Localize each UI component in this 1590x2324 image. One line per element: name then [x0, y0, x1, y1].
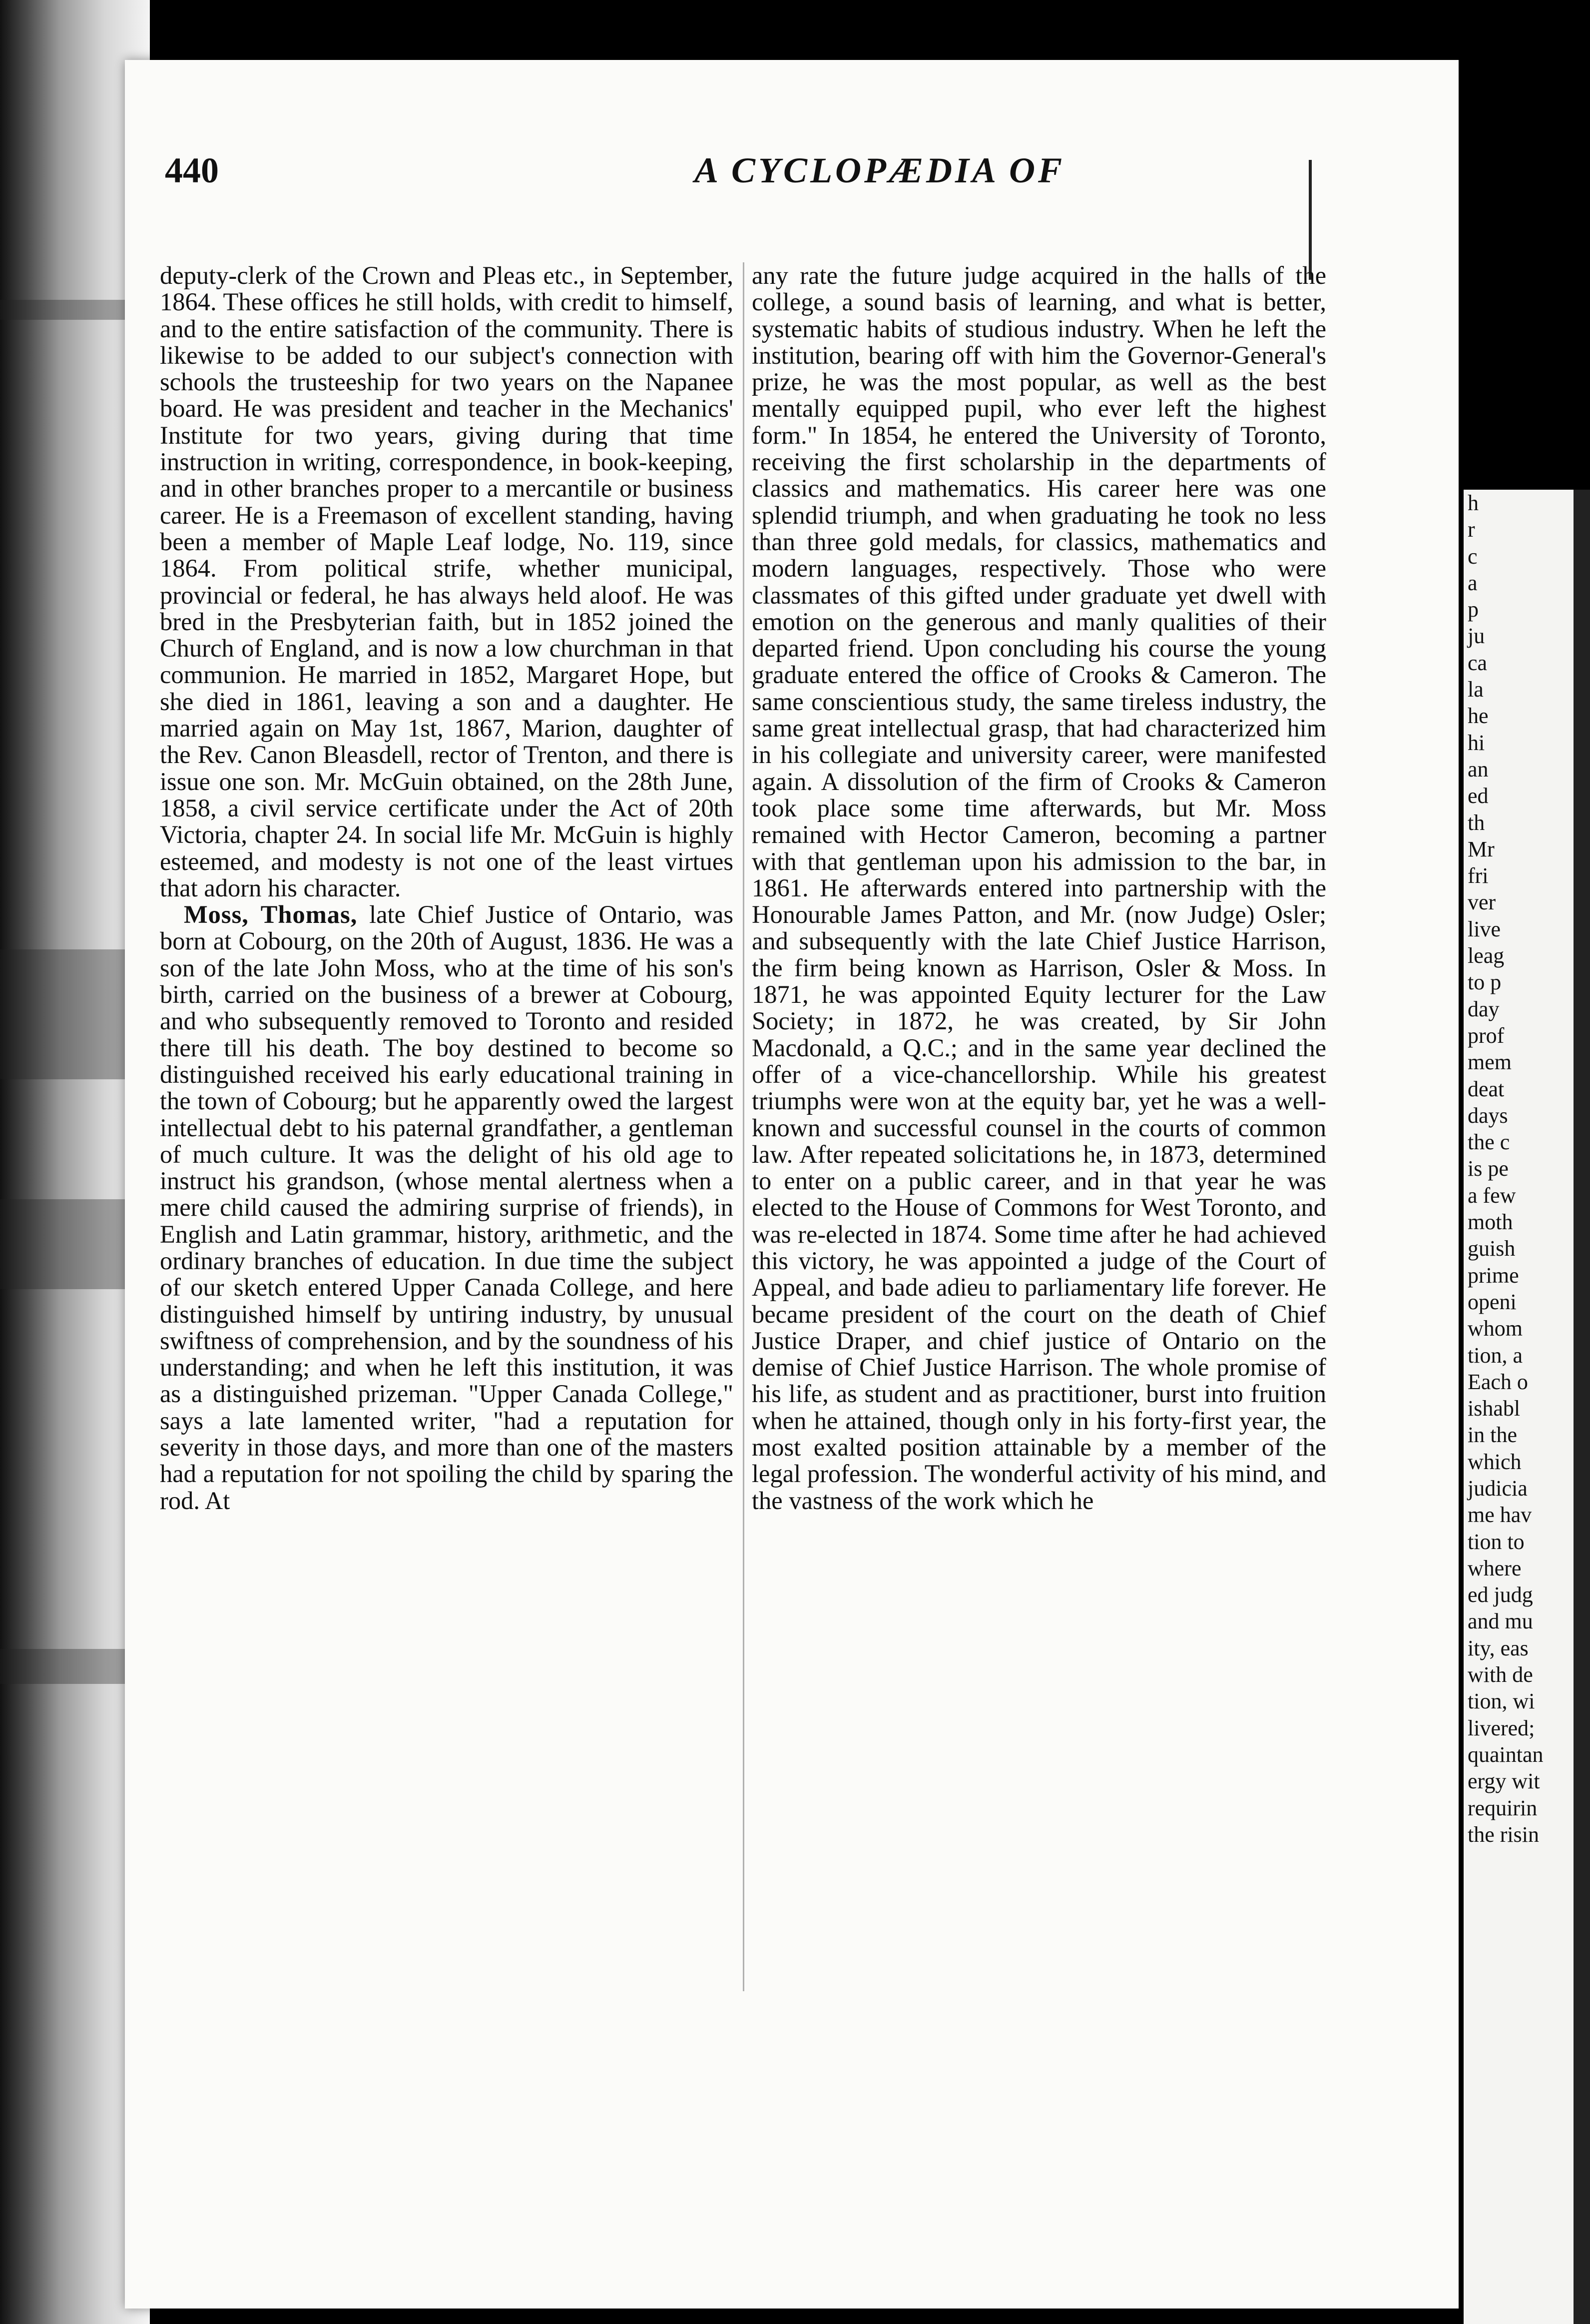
- adjacent-page-line-fragment: h: [1468, 491, 1479, 515]
- entry-heading: Moss, Thomas,: [184, 900, 358, 929]
- adjacent-page-line-fragment: Each o: [1468, 1369, 1528, 1394]
- adjacent-page-line-fragment: la: [1468, 677, 1484, 702]
- adjacent-page-line-fragment: the risin: [1468, 1822, 1539, 1847]
- page-edge: [1459, 60, 1464, 2309]
- running-title: A CYCLOPÆDIA OF: [694, 150, 1065, 190]
- adjacent-page-line-fragment: and mu: [1468, 1609, 1533, 1634]
- adjacent-page-line-fragment: tion, a: [1468, 1343, 1523, 1368]
- adjacent-page-line-fragment: an: [1468, 757, 1489, 781]
- adjacent-page-line-fragment: ver: [1468, 890, 1496, 915]
- adjacent-page-line-fragment: ergy wit: [1468, 1769, 1540, 1794]
- entry-text: late Chief Justice of Ontario, was born at Cobourg, on the 20th of August, 1836. He was a son of the late John Moss, who at the time of his son's birth, carried on the business of a brewer at Cobourg, and who subsequently removed to Toronto and resided there till his death. The boy destined to become so distinguished received his early educational training in the town of Cobourg; but he apparently owed the largest intellectual debt to his paternal grandfather, a gentleman of much culture. It was the delight of his old age to instruct his grandson, (whose mental alertness when a mere child caused the admiring surprise of friends), in English and Latin grammar, history, arithmetic, and the ordinary branches of education. In due time the subject of our sketch entered Upper Canada College, and here distinguished himself by untiring industry, by unusual swiftness of comprehension, and by the soundness of his understanding; and when he left this institution, it was as a distinguished prizeman. "Upper Canada College," says a late lamented writer, "had a reputation for severity in those days, and more than one of the masters had a reputation for not spoiling the child by sparing the rod. At: [160, 900, 733, 1515]
- paragraph-mcguin-end: deputy-clerk of the Crown and Pleas etc., in September, 1864. These offices he still holds, with credit to himself, and to the entire satisfaction of the community. There is likewise to be added to our subject's connection with schools the trusteeship for two years on the Napanee board. He was president and teacher in the Mechanics' Institute for two years, giving during that time instruction in writing, correspondence, in book-keeping, and in other branches proper to a mercantile or business career. He is a Freemason of excellent standing, having been a member of Maple Leaf lodge, No. 119, since 1864. From political strife, whether municipal, provincial or federal, he has always held aloof. He was bred in the Presbyterian faith, but in 1852 joined the Church of England, and is now a low churchman in that communion. He married in 1852, Margaret Hope, but she died in 1861, leaving a son and a daughter. He married again on May 1st, 1867, Marion, daughter of the Rev. Canon Bleasdell, rector of Trenton, and there is issue one son. Mr. McGuin obtained, on the 28th June, 1858, a civil service certificate under the Act of 20th Victoria, chapter 24. In social life Mr. McGuin is highly esteemed, and modesty is not one of the least virtues that adorn his character.: [160, 262, 733, 902]
- adjacent-page-line-fragment: deat: [1468, 1076, 1505, 1101]
- paragraph-moss-entry: [160, 901, 733, 1514]
- adjacent-page-line-fragment: tion to: [1468, 1529, 1525, 1554]
- adjacent-page-line-fragment: with de: [1468, 1662, 1533, 1687]
- adjacent-page-line-fragment: Mr: [1468, 836, 1495, 861]
- adjacent-page-line-fragment: quaintan: [1468, 1742, 1544, 1767]
- adjacent-page-line-fragment: leag: [1468, 943, 1505, 968]
- adjacent-page-line-fragment: hi: [1468, 730, 1485, 755]
- adjacent-page-line-fragment: ju: [1468, 624, 1485, 649]
- adjacent-page-line-fragment: he: [1468, 704, 1489, 729]
- adjacent-page-line-fragment: day: [1468, 996, 1500, 1021]
- adjacent-page-line-fragment: which: [1468, 1449, 1522, 1474]
- adjacent-page-line-fragment: ishabl: [1468, 1396, 1521, 1421]
- text-column-left: [160, 262, 733, 2001]
- adjacent-page-line-fragment: is pe: [1468, 1156, 1509, 1181]
- adjacent-page-line-fragment: r: [1468, 517, 1475, 542]
- adjacent-page-line-fragment: to p: [1468, 970, 1502, 995]
- adjacent-page-line-fragment: where: [1468, 1555, 1522, 1580]
- scan-edge-right: [1574, 490, 1590, 2324]
- text-column-right: [752, 262, 1326, 2001]
- adjacent-page-line-fragment: the c: [1468, 1130, 1510, 1155]
- adjacent-page-line-fragment: prof: [1468, 1023, 1505, 1048]
- adjacent-page-line-fragment: mem: [1468, 1050, 1512, 1075]
- adjacent-page-line-fragment: p: [1468, 597, 1479, 622]
- column-divider: [743, 262, 744, 1991]
- adjacent-page-line-fragment: fri: [1468, 863, 1489, 888]
- adjacent-page-line-fragment: in the: [1468, 1423, 1517, 1448]
- adjacent-page-line-fragment: whom: [1468, 1316, 1523, 1341]
- adjacent-page-line-fragment: prime: [1468, 1263, 1519, 1288]
- adjacent-page-line-fragment: days: [1468, 1103, 1508, 1128]
- adjacent-page-line-fragment: requirin: [1468, 1795, 1538, 1820]
- adjacent-page-line-fragment: ity, eas: [1468, 1635, 1529, 1660]
- adjacent-page-line-fragment: th: [1468, 810, 1485, 835]
- adjacent-page-line-fragment: live: [1468, 916, 1501, 941]
- adjacent-page-line-fragment: livered;: [1468, 1715, 1535, 1740]
- adjacent-page-line-fragment: tion, wi: [1468, 1689, 1535, 1714]
- adjacent-page-line-fragment: a: [1468, 570, 1478, 595]
- adjacent-page-line-fragment: judicia: [1468, 1476, 1528, 1501]
- running-head: [165, 150, 1324, 195]
- adjacent-page-line-fragment: ca: [1468, 650, 1488, 675]
- adjacent-page-line-fragment: ed judg: [1468, 1582, 1533, 1607]
- paragraph-moss-continued: any rate the future judge acquired in the halls of the college, a sound basis of learning, and what is better, systematic habits of studious industry. When he left the institution, bearing off with him the Governor-General's prize, he was the most popular, as well as the best mentally equipped pupil, who ever left the highest form." In 1854, he entered the University of Toronto, receiving the first scholarship in the departments of classics and mathematics. His career here was one splendid triumph, and when graduating he took no less than three gold medals, for classics, mathematics and modern languages, respectively. Those who were classmates of this gifted under graduate yet dwell with emotion on the generous and manly qualities of their departed friend. Upon concluding his course the young graduate entered the office of Crooks & Cameron. The same conscientious study, the same tireless industry, the same great intellectual grasp, that had characterized him in his collegiate and university career, were manifested again. A dissolution of the firm of Crooks & Cameron took place some time afterwards, but Mr. Moss remained with Hector Cameron, becoming a partner with that gentleman upon his admission to the bar, in 1861. He afterwards entered into partnership with the Honourable James Patton, and Mr. (now Judge) Osler; and subsequently with the late Chief Justice Harrison, the firm being known as Harrison, Osler & Moss. In 1871, he was appointed Equity lecturer for the Law Society; in 1872, he was created, by Sir John Macdonald, a Q.C.; and in the same year declined the offer of a vice-chancellorship. While his greatest triumphs were won at the equity bar, yet he was a well-known and successful counsel in the courts of common law. After repeated solicitations he, in 1873, determined to enter on a public career, and in that year he was elected to the House of Commons for West Toronto, and was re-elected in 1874. Some time after he had achieved this victory, he was appointed a judge of the Court of Appeal, and bade adieu to parliamentary life forever. He became president of the court on the death of Chief Justice Draper, and chief justice of Ontario on the demise of Chief Justice Harrison. The whole promise of his life, as student and as practitioner, burst into fruition when he attained, though only in his forty-first year, the most exalted position attainable by a member of the legal profession. The wonderful activity of his mind, and the vastness of the work which he: [752, 262, 1326, 1515]
- adjacent-page-line-fragment: ed: [1468, 783, 1489, 808]
- adjacent-page-line-fragment: moth: [1468, 1210, 1513, 1235]
- adjacent-page-line-fragment: openi: [1468, 1289, 1517, 1314]
- page-number: 440: [165, 150, 219, 190]
- adjacent-page-line-fragment: guish: [1468, 1236, 1516, 1261]
- margin-rule: [1309, 160, 1312, 280]
- adjacent-page-line-fragment: me hav: [1468, 1503, 1532, 1528]
- adjacent-page-line-fragment: c: [1468, 544, 1478, 569]
- adjacent-page-line-fragment: a few: [1468, 1183, 1516, 1208]
- adjacent-page-fragment: [1464, 490, 1590, 2324]
